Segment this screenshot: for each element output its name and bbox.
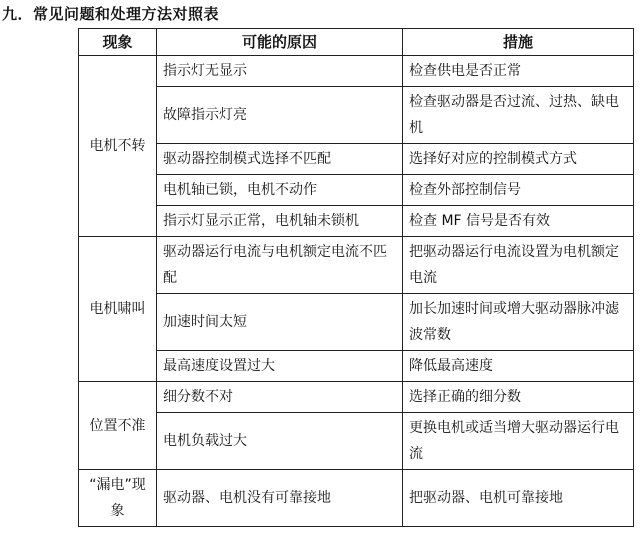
measure-cell: 选择好对应的控制模式方式: [403, 144, 634, 175]
header-row: [79, 29, 634, 56]
section-heading: 九．常见问题和处理方法对照表: [2, 5, 220, 23]
measure-cell: 检查驱动器是否过流、过热、缺电机: [403, 87, 634, 144]
troubleshooting-table: [78, 28, 634, 527]
cause-cell: 最高速度设置过大: [157, 351, 403, 382]
header-measure: 措施: [403, 29, 634, 56]
table-row: [79, 175, 634, 206]
phenomenon-cell: 位置不准: [79, 382, 157, 470]
phenomenon-cell: 电机不转: [79, 56, 157, 237]
measure-cell: 检查 MF 信号是否有效: [403, 206, 634, 237]
measure-cell: 选择正确的细分数: [403, 382, 634, 413]
header-cause: 可能的原因: [157, 29, 403, 56]
cause-cell: 指示灯显示正常，电机轴未锁机: [157, 206, 403, 237]
measure-cell: 把驱动器、电机可靠接地: [403, 470, 634, 527]
header-phenomenon: 现象: [79, 29, 157, 56]
table-row: [79, 294, 634, 351]
cause-cell: 驱动器控制模式选择不匹配: [157, 144, 403, 175]
table-row: [79, 206, 634, 237]
table-row: [79, 87, 634, 144]
measure-cell: 降低最高速度: [403, 351, 634, 382]
cause-cell: 指示灯无显示: [157, 56, 403, 87]
measure-cell: 把驱动器运行电流设置为电机额定电流: [403, 237, 634, 294]
phenomenon-cell: 电机啸叫: [79, 237, 157, 382]
cause-cell: 驱动器运行电流与电机额定电流不匹配: [157, 237, 403, 294]
cause-cell: 电机负载过大: [157, 413, 403, 470]
measure-cell: 加长加速时间或增大驱动器脉冲滤波常数: [403, 294, 634, 351]
table-row: [79, 237, 634, 294]
cause-cell: 故障指示灯亮: [157, 87, 403, 144]
table-row: [79, 351, 634, 382]
measure-cell: 检查供电是否正常: [403, 56, 634, 87]
table-row: [79, 413, 634, 470]
table-row: [79, 382, 634, 413]
table-row: [79, 56, 634, 87]
cause-cell: 电机轴已锁，电机不动作: [157, 175, 403, 206]
measure-cell: 检查外部控制信号: [403, 175, 634, 206]
table-row: [79, 470, 634, 527]
measure-cell: 更换电机或适当增大驱动器运行电流: [403, 413, 634, 470]
table-row: [79, 144, 634, 175]
cause-cell: 驱动器、电机没有可靠接地: [157, 470, 403, 527]
phenomenon-cell: “漏电”现象: [79, 470, 157, 527]
cause-cell: 细分数不对: [157, 382, 403, 413]
cause-cell: 加速时间太短: [157, 294, 403, 351]
